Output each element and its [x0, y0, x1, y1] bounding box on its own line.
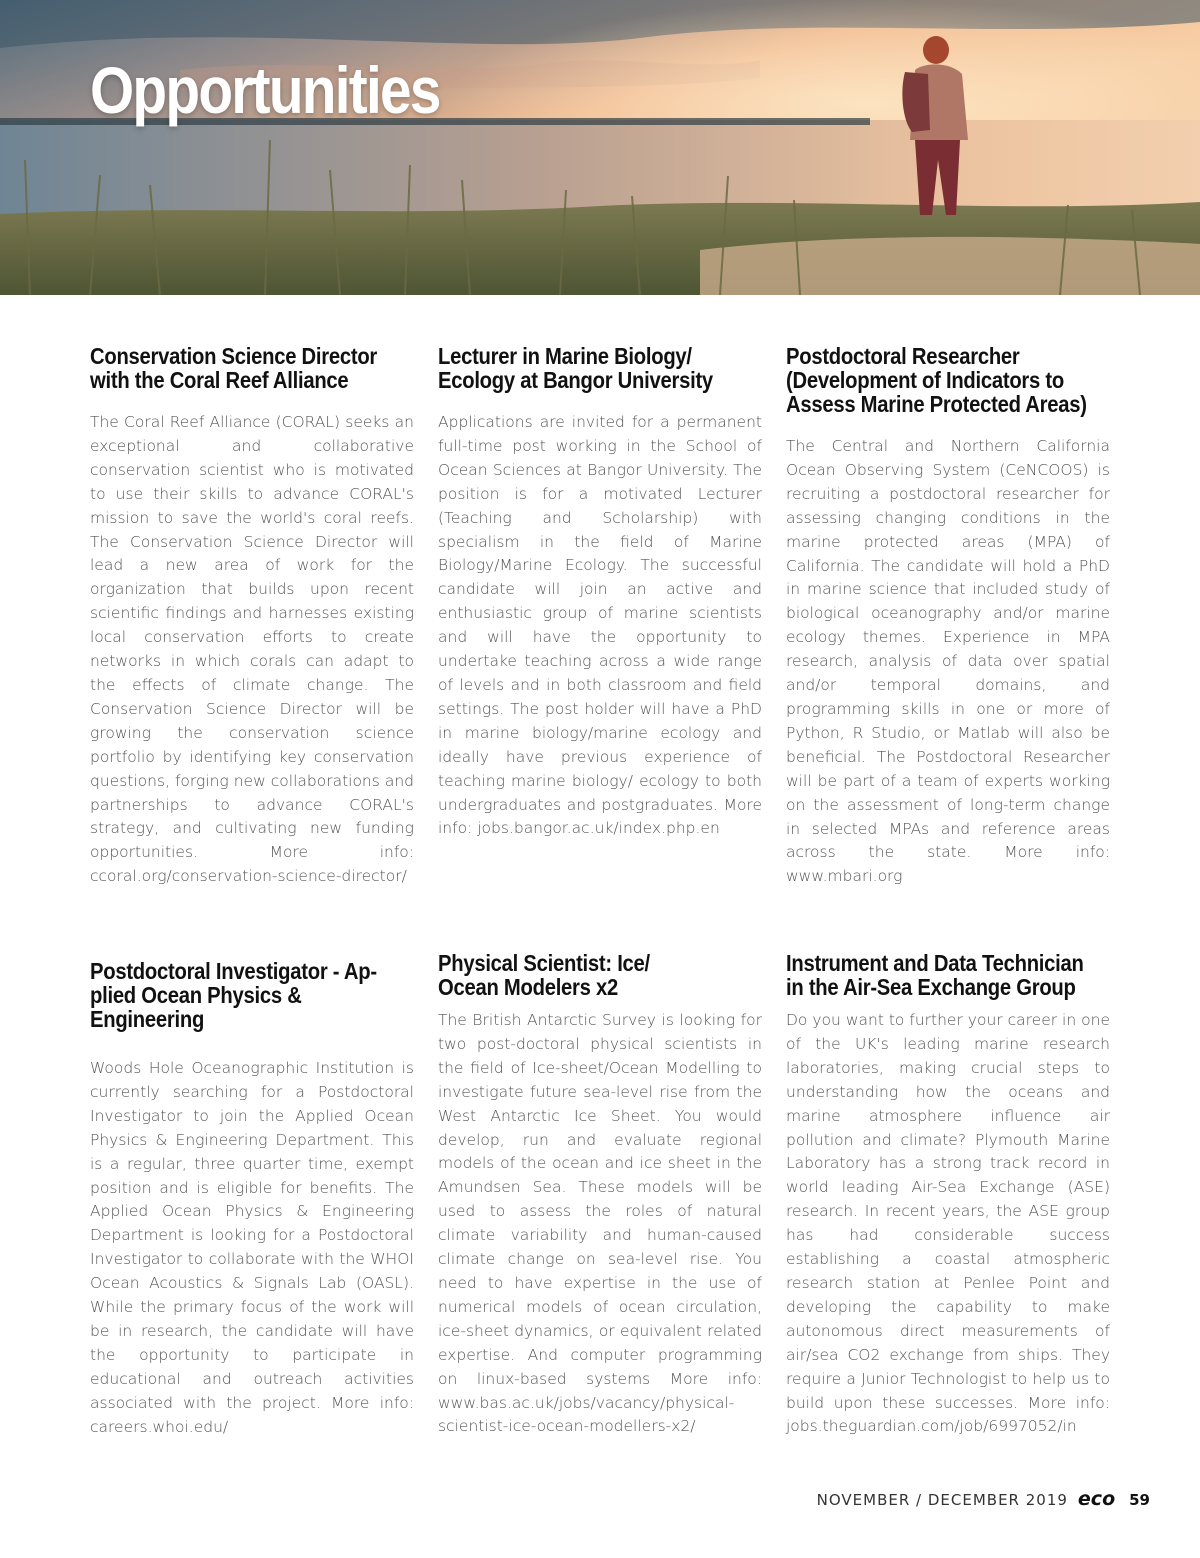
opportunity-article [90, 344, 414, 889]
article-title: Physical Scientist: Ice/ Ocean Modelers x2 [438, 950, 650, 1000]
opportunity-article [438, 951, 762, 1439]
opportunity-article [438, 344, 762, 841]
opportunity-article [90, 959, 414, 1440]
page-number: 59 [1129, 1491, 1150, 1509]
article-title: Instrument and Data Technician in the Air-Sea Exchange Group [786, 950, 1084, 1000]
article-title: Postdoctoral Investigator - Ap- plied Ocean Physics & Engineering [90, 958, 377, 1032]
page-footer [817, 1488, 1150, 1510]
article-title: Postdoctoral Researcher (Development of Indicators to Assess Marine Protected Areas) [786, 343, 1087, 417]
article-title: Lecturer in Marine Biology/ Ecology at Bangor University [438, 343, 713, 393]
article-body: The British Antarctic Survey is looking for two post-doctoral physical scientists in the field of Ice-sheet/Ocean Modelling to investigate future sea-level rise from the West Antarctic Ice Sheet. You would develop, run and evaluate regional models of the ocean and ice sheet in the Amundsen Sea. These models will be used to assess the roles of natural climate variability and human-caused climate change on sea-level rise. You need to have expertise in the use of numerical models of ocean circulation, ice-sheet dynamics, or equivalent related expertise. And computer programming on linux-based systems More info: www.bas.ac.uk/jobs/vacancy/physical-scientist-ice-ocean-modellers-x2/ [438, 1011, 762, 1436]
opportunity-article [786, 344, 1110, 889]
article-body: Applications are invited for a permanent full-time post working in the School of Ocean Sciences at Bangor University. The position is for a motivated Lecturer (Teaching and Scholarship) with specialism in the field of Marine Biology/Marine Ecology. The successful candidate will join an active and enthusiastic group of marine scientists and will have the opportunity to undertake teaching across a wide range of levels and in both classroom and field settings. The post holder will have a PhD in marine biology/marine ecology and ideally have previous experience of teaching marine biology/ ecology to both undergraduates and postgraduates. More info: jobs.bangor.ac.uk/index.php.en [438, 413, 762, 838]
page-title: Opportunities [90, 53, 440, 127]
opportunity-article [786, 951, 1110, 1439]
article-body: The Coral Reef Alliance (CORAL) seeks an exceptional and collaborative conservation scientist who is motivated to use their skills to advance CORAL's mission to save the world's coral reefs. The Conservation Science Director will lead a new area of work for the organization that builds upon recent scientific findings and harnesses existing local conservation efforts to create networks in which corals can adapt to the effects of climate change. The Conservation Science Director will be growing the conservation science portfolio by identifying key conservation questions, forging new collaborations and partnerships to advance CORAL's strategy, and cultivating new funding opportunities. More info: ccoral.org/conservation-science-director/ [90, 413, 414, 886]
article-title: Conservation Science Director with the Coral Reef Alliance [90, 343, 378, 393]
beach-sunset-photo [0, 0, 1200, 295]
magazine-logo: eco [1077, 1488, 1116, 1510]
article-body: The Central and Northern California Ocean Observing System (CeNCOOS) is recruiting a postdoctoral researcher for assessing changing conditions in the marine protected areas (MPA) of California. The candidate will hold a PhD in marine science that included study of biological oceanography and/or marine ecology themes. Experience in MPA research, analysis of data over spatial and/or temporal domains, and programming skills in one or more of Python, R Studio, or Matlab will also be beneficial. The Postdoctoral Researcher will be part of a team of experts working on the assessment of long-term change in selected MPAs and reference areas across the state. More info: www.mbari.org [786, 437, 1110, 886]
hero-banner [0, 0, 1200, 295]
article-body: Do you want to further your career in one of the UK's leading marine research laboratories, making crucial steps to understanding how the oceans and marine atmosphere influence air pollution and climate? Plymouth Marine Laboratory has a strong track record in world leading Air-Sea Exchange (ASE) research. In recent years, the ASE group has had considerable success establishing a coastal atmospheric research station at Penlee Point and developing the capability to make autonomous direct measurements of air/sea CO2 exchange from ships. They require a Junior Technologist to help us to build upon these successes. More info: jobs.theguardian.com/job/6997052/in [786, 1011, 1110, 1436]
article-body: Woods Hole Oceanographic Institution is currently searching for a Postdoctoral Investigator to join the Applied Ocean Physics & Engineering Department. This is a regular, three quarter time, exempt position and is eligible for benefits. The Applied Ocean Physics & Engineering Department is looking for a Postdoctoral Investigator to collaborate with the WHOI Ocean Acoustics & Signals Lab (OASL). While the primary focus of the work will be in research, the candidate will have the opportunity to participate in educational and outreach activities associated with the project. More info: careers.whoi.edu/ [90, 1059, 414, 1436]
issue-date: NOVEMBER / DECEMBER 2019 [816, 1491, 1068, 1509]
